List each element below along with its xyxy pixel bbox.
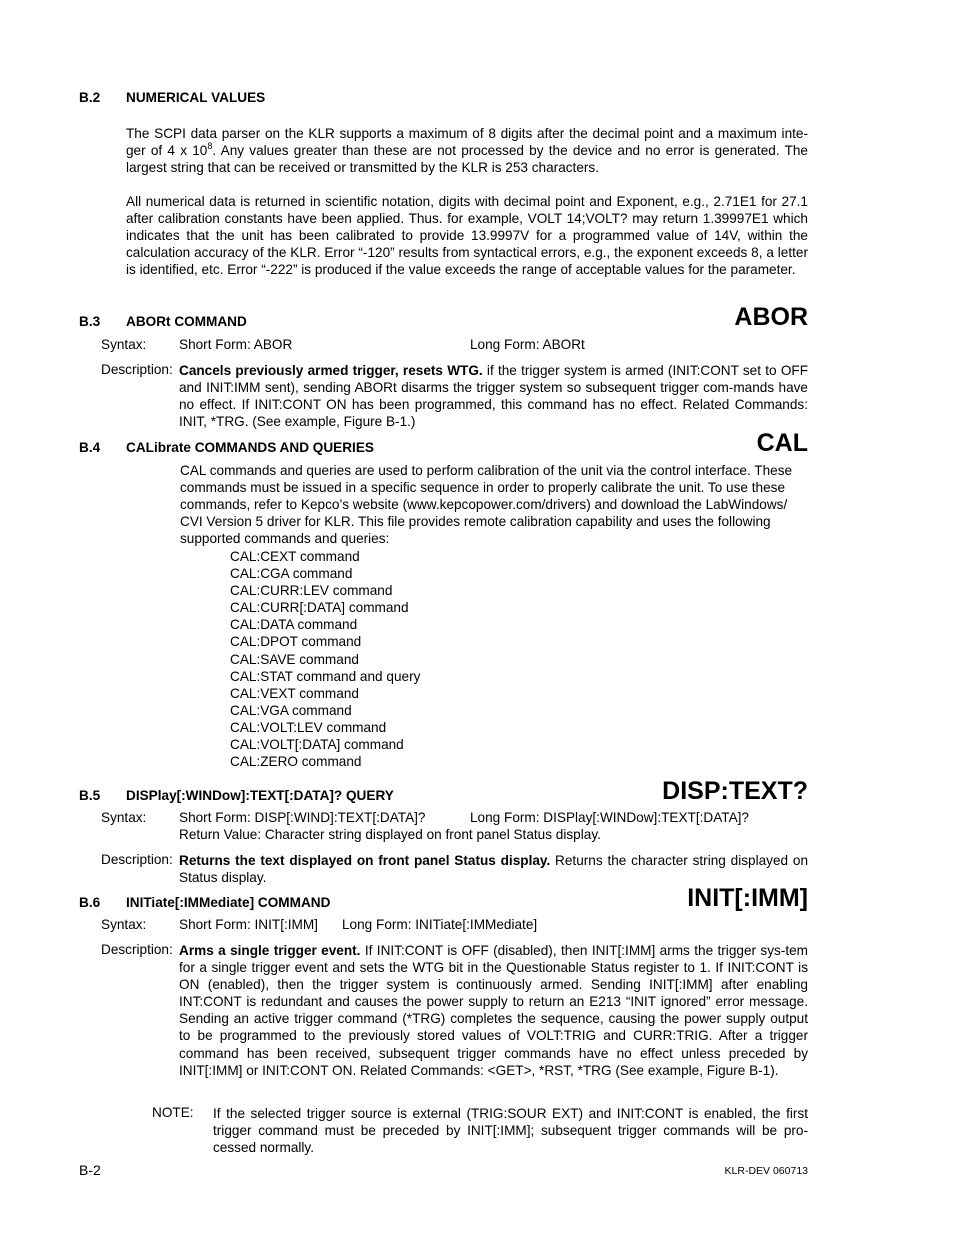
list-item: CAL:VGA command [230,702,352,718]
b4-intro [180,462,808,547]
document-id: KLR-DEV 060713 [724,1165,808,1177]
b5-long-form: Long Form: DISPlay[:WINDow]:TEXT[:DATA]? [470,810,749,825]
list-item: CAL:DPOT command [230,634,362,650]
section-number-b5: B.5 [79,788,101,803]
section-number-b2: B.2 [79,90,101,105]
section-number-b4: B.4 [79,440,101,455]
b4-intro-line: commands, refer to Kepco’s website (www.kepcopower.com/drivers) and download the LabWindows/ [180,497,788,513]
b5-description-label: Description: [101,852,173,867]
list-item: CAL:ZERO command [230,754,362,770]
b4-intro-line: CAL commands and queries are used to perform calibration of the unit via the control interface. These [180,463,793,478]
command-heading-cal: CAL [756,429,808,457]
list-item: CAL:SAVE command [230,651,359,667]
b6-syntax-label: Syntax: [101,917,147,932]
b5-description-text: Returns the character string displayed on Status display. [179,853,809,886]
section-title-b4: CALibrate COMMANDS AND QUERIES [126,440,374,455]
page-number: B-2 [79,1162,101,1178]
list-item: CAL:CEXT command [230,549,360,564]
b3-syntax-label: Syntax: [101,337,147,352]
list-item: CAL:VOLT[:DATA] command [230,737,404,753]
b2-paragraph-2: All numerical data is returned in scientific notation, digits with decimal point and Exponent, e.g., 2.71E1 for 27.1 after calibration constants have been applied. Thus. for example, VOLT 14;VOLT? may return 1.39997E1 which indicates that the unit has been calibrated to provide 13.9997V for a programmed value of 14V, within the calculation accuracy of the KLR. Error “-120” results from syntactical errors, e.g., the exponent exceeds 8, a letter is identified, etc. Error “-222” is produced if the value exceeds the range of acceptable values for the parameter. [126,194,808,278]
b2-p1-line-2 [126,142,808,159]
b6-long-form: Long Form: INITiate[:IMMediate] [342,917,538,932]
command-heading-disp-text: DISP:TEXT? [662,777,808,805]
note-text: If the selected trigger source is external (TRIG:SOUR EXT) and INIT:CONT is enabled, the first trigger command must be preceded by INIT[:IMM]; subsequent trigger commands will be pro-cessed normally. [213,1106,808,1156]
b6-short-form: Short Form: INIT[:IMM] [179,917,318,932]
list-item: CAL:CURR[:DATA] command [230,600,409,616]
b5-description [179,852,808,886]
list-item: CAL:DATA command [230,617,358,633]
b5-short-form: Short Form: DISP[:WIND]:TEXT[:DATA]? [179,810,426,825]
section-title-b2: NUMERICAL VALUES [126,90,266,105]
b3-description-text: if the trigger system is armed (INIT:CONT set to OFF and INIT:IMM sent), sending ABORt disarms the trigger system so subsequent trigger com-mands have no effect. If INIT:CONT ON has been programmed, this command has no effect. Related Commands: INIT, *TRG. (See example, Figure B-1.) [179,363,808,430]
b3-short-form: Short Form: ABOR [179,337,293,352]
b6-description-label: Description: [101,942,173,957]
note-label: NOTE: [152,1105,194,1120]
b4-intro-line: supported commands and queries: [180,531,390,547]
list-item: CAL:CURR:LEV command [230,583,393,599]
list-item: CAL:CGA command [230,566,353,582]
section-title-b5: DISPlay[:WINDow]:TEXT[:DATA]? QUERY [126,788,394,803]
section-number-b6: B.6 [79,895,101,910]
b2-paragraph-1 [126,125,808,176]
cal-command-list [230,548,420,770]
section-number-b3: B.3 [79,314,101,329]
section-title-b3: ABORt COMMAND [126,314,247,329]
b4-intro-line: CVI Version 5 driver for KLR. This file provides remote calibration capability and uses the following [180,514,771,530]
section-title-b6: INITiate[:IMMediate] COMMAND [126,895,331,910]
exponent-superscript: 8 [207,141,213,152]
b5-syntax-label: Syntax: [101,810,147,825]
b6-description [179,942,808,1079]
b2-p1-text-a: ger of 4 x 10 [126,143,208,159]
b2-p1-line-1: The SCPI data parser on the KLR supports a maximum of 8 digits after the decimal point and a maximum inte- [126,126,808,141]
b3-description [179,362,808,430]
list-item: CAL:VEXT command [230,685,359,701]
b3-long-form: Long Form: ABORt [470,337,585,352]
b6-description-bold: Arms a single trigger event. [179,943,361,958]
list-item: CAL:STAT command and query [230,668,421,684]
b2-p1-line-3: largest string that can be received or transmitted by the KLR is 253 characters. [126,160,599,176]
list-item: CAL:VOLT:LEV command [230,719,387,735]
b3-description-label: Description: [101,362,173,377]
b6-description-text: If INIT:CONT is OFF (disabled), then INIT[:IMM] arms the trigger sys-tem for a single trigger event and sets the WTG bit in the Questionable Status register to 1. If INIT:CONT is ON (enabled), then the trigger system is continuously armed. Sending INIT[:IMM] after enabling INT:CONT is redundant and causes the power supply to return an E213 “INIT ignored” error message. Sending an active trigger command (*TRG) completes the sequence, causing the power supply output to be programmed to the previously stored values of VOLT:TRIG and CURR:TRIG. After a trigger command has been received, subsequent trigger commands have no effect unless preceded by INIT[:IMM] or INIT:CONT ON. Related Commands: <GET>, *RST, *TRG (See example, Figure B-1). [179,943,808,1078]
b5-description-bold: Returns the text displayed on front panel Status display. [179,853,551,868]
b4-intro-line: commands must be issued in a specific sequence in order to properly calibrate the unit. To use these [180,480,786,496]
command-heading-abor: ABOR [734,303,808,331]
b5-return-value: Return Value: Character string displayed on front panel Status display. [179,827,601,842]
command-heading-init-imm: INIT[:IMM] [687,884,808,912]
b3-description-bold: Cancels previously armed trigger, resets WTG. [179,363,483,378]
b2-p1-text-b: . Any values greater than these are not processed by the device and no error is generated. The [212,143,808,159]
